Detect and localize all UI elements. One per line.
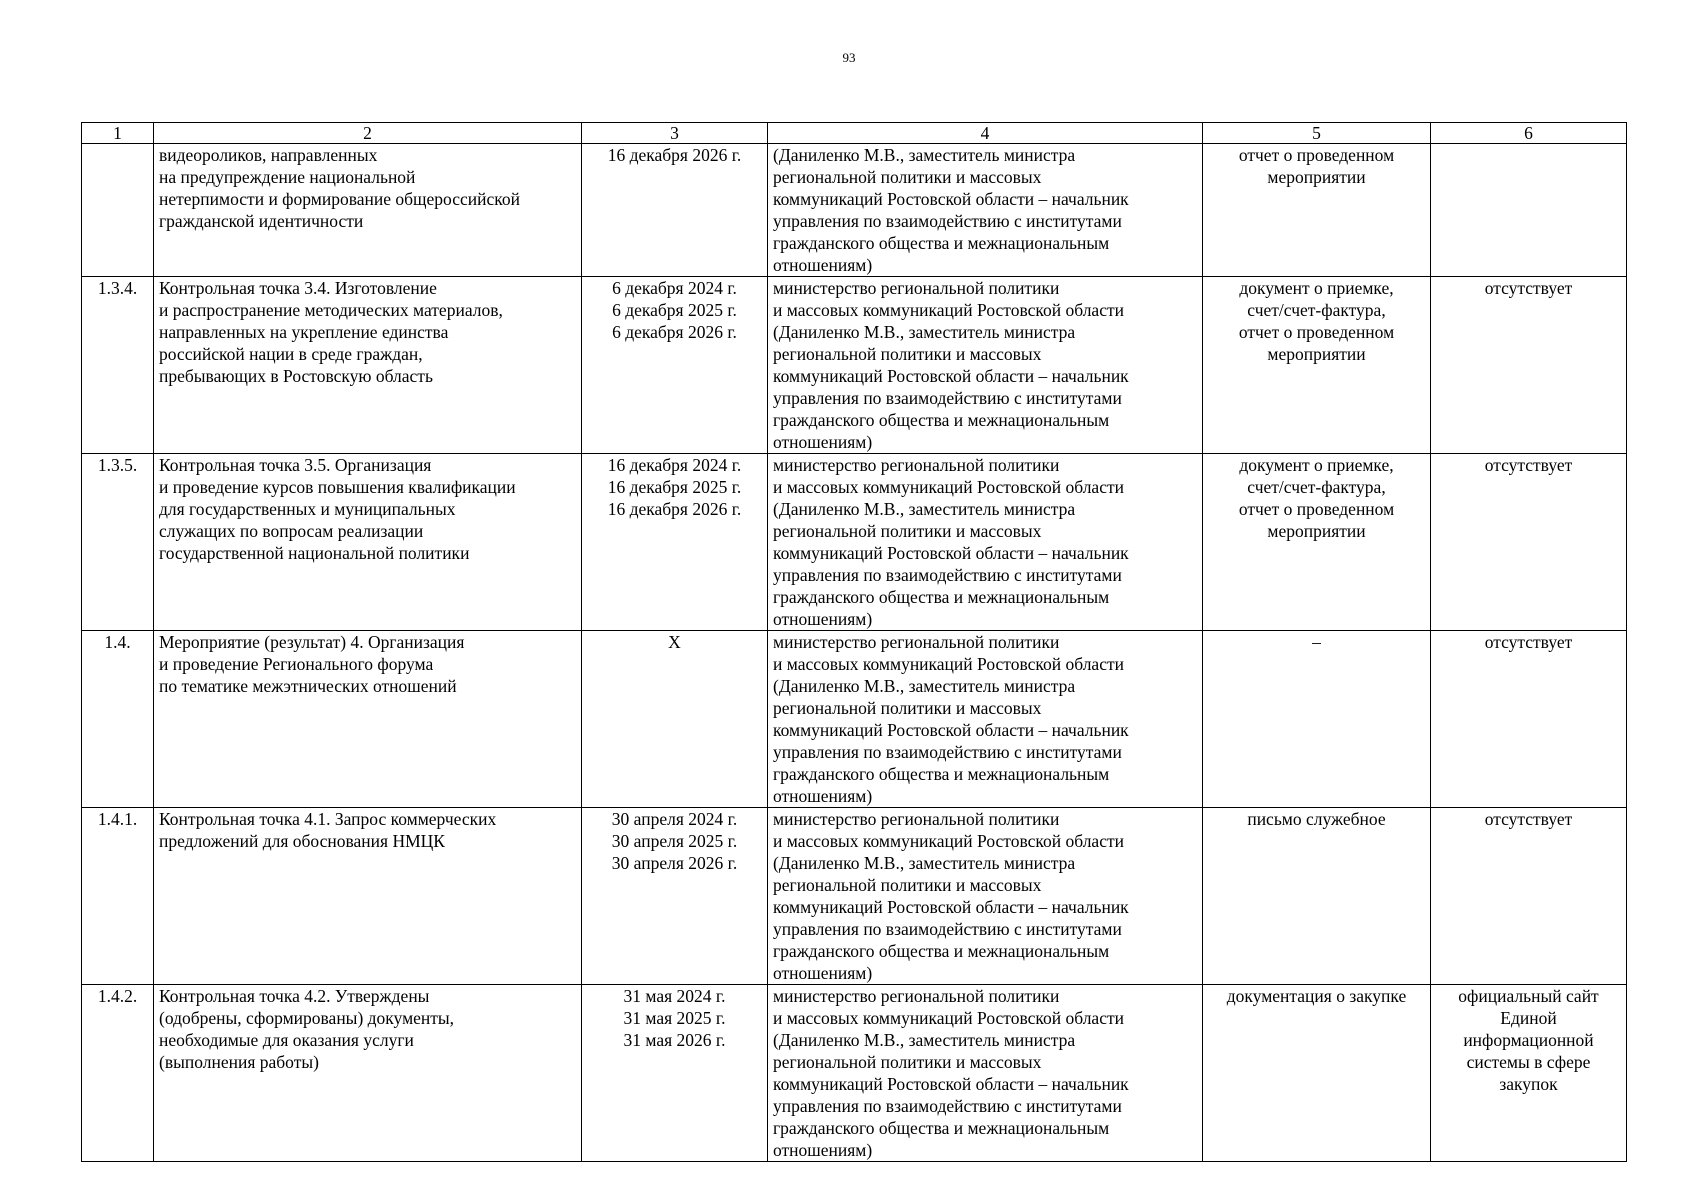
header-cell: 3 [582, 123, 768, 144]
responsible-cell [768, 454, 1203, 631]
text-line: и массовых коммуникаций Ростовской области [773, 1008, 1124, 1028]
text-line: региональной политики и массовых [773, 1052, 1042, 1072]
text-line: гражданского общества и межнациональным [773, 1118, 1110, 1138]
text-line: 31 мая 2026 г. [623, 1030, 726, 1050]
text-line: коммуникаций Ростовской области – начальник [773, 897, 1129, 917]
text-line: региональной политики и массовых [773, 875, 1042, 895]
document-type-cell [1203, 454, 1431, 631]
text-line: счет/счет-фактура, [1247, 477, 1386, 497]
table-row [82, 277, 1627, 454]
event-description [154, 277, 582, 454]
text-line: управления по взаимодействию с институтами [773, 388, 1122, 408]
text-line: региональной политики и массовых [773, 698, 1042, 718]
text-line: управления по взаимодействию с институтами [773, 211, 1122, 231]
info-system-cell [1431, 808, 1627, 985]
text-line: – [1312, 632, 1321, 652]
event-description [154, 144, 582, 277]
text-line: 30 апреля 2026 г. [611, 853, 738, 873]
info-system-cell [1431, 631, 1627, 808]
text-line: региональной политики и массовых [773, 167, 1042, 187]
text-line: отсутствует [1484, 455, 1573, 475]
text-line: гражданского общества и межнациональным [773, 410, 1110, 430]
row-number [82, 144, 154, 277]
responsible-cell [768, 631, 1203, 808]
header-row [82, 123, 1627, 144]
plan-table [81, 122, 1627, 1162]
text-line: по тематике межэтнических отношений [159, 676, 457, 696]
text-line: региональной политики и массовых [773, 344, 1042, 364]
text-line: закупок [1499, 1074, 1558, 1094]
text-line: мероприятии [1267, 167, 1366, 187]
text-line: Контрольная точка 3.5. Организация [159, 455, 432, 475]
info-system-cell [1431, 454, 1627, 631]
document-type-cell [1203, 631, 1431, 808]
text-line: и массовых коммуникаций Ростовской области [773, 300, 1124, 320]
header-cell: 4 [768, 123, 1203, 144]
responsible-cell [768, 808, 1203, 985]
text-line: региональной политики и массовых [773, 521, 1042, 541]
text-line: счет/счет-фактура, [1247, 300, 1386, 320]
text-line: гражданского общества и межнациональным [773, 764, 1110, 784]
deadline-cell [582, 277, 768, 454]
text-line: управления по взаимодействию с институтами [773, 742, 1122, 762]
text-line: управления по взаимодействию с институтами [773, 565, 1122, 585]
document-type-cell [1203, 985, 1431, 1162]
text-line: 6 декабря 2024 г. [612, 278, 737, 298]
responsible-cell [768, 277, 1203, 454]
text-line: отношениям) [773, 609, 873, 629]
text-line: документация о закупке [1226, 986, 1407, 1006]
text-line: 16 декабря 2025 г. [607, 477, 742, 497]
page-number: 93 [842, 50, 856, 65]
text-line: необходимые для оказания услуги [159, 1030, 414, 1050]
text-line: (выполнения работы) [159, 1052, 319, 1072]
text-line: управления по взаимодействию с институтами [773, 1096, 1122, 1116]
table-row [82, 985, 1627, 1162]
info-system-cell [1431, 144, 1627, 277]
text-line: документ о приемке, [1239, 278, 1394, 298]
text-line: отношениям) [773, 432, 873, 452]
text-line: информационной [1463, 1030, 1594, 1050]
text-line: гражданского общества и межнациональным [773, 233, 1110, 253]
row-number: 1.3.5. [82, 454, 154, 631]
text-line: Единой [1500, 1008, 1557, 1028]
text-line: министерство региональной политики [773, 278, 1060, 298]
text-line: служащих по вопросам реализации [159, 521, 424, 541]
document-type-cell [1203, 808, 1431, 985]
text-line: министерство региональной политики [773, 986, 1060, 1006]
info-system-cell [1431, 277, 1627, 454]
document-type-cell [1203, 277, 1431, 454]
text-line: и массовых коммуникаций Ростовской области [773, 654, 1124, 674]
header-cell: 6 [1431, 123, 1627, 144]
text-line: 6 декабря 2026 г. [612, 322, 737, 342]
text-line: и массовых коммуникаций Ростовской области [773, 477, 1124, 497]
text-line: 30 апреля 2024 г. [611, 809, 738, 829]
responsible-cell [768, 985, 1203, 1162]
text-line: отношениям) [773, 1140, 873, 1160]
text-line: отсутствует [1484, 278, 1573, 298]
text-line: отчет о проведенном [1238, 322, 1395, 342]
text-line: отношениям) [773, 255, 873, 275]
event-description [154, 985, 582, 1162]
row-number: 1.4.2. [82, 985, 154, 1162]
text-line: 16 декабря 2026 г. [607, 499, 742, 519]
text-line: министерство региональной политики [773, 632, 1060, 652]
text-line: (Даниленко М.В., заместитель министра [773, 853, 1076, 873]
row-number: 1.4. [82, 631, 154, 808]
text-line: документ о приемке, [1239, 455, 1394, 475]
deadline-cell [582, 985, 768, 1162]
event-description [154, 631, 582, 808]
event-description [154, 808, 582, 985]
text-line: (Даниленко М.В., заместитель министра [773, 676, 1076, 696]
text-line: государственной национальной политики [159, 543, 470, 563]
row-number: 1.4.1. [82, 808, 154, 985]
text-line: системы в сфере [1466, 1052, 1591, 1072]
text-line: нетерпимости и формирование общероссийской [159, 189, 520, 209]
text-line: министерство региональной политики [773, 809, 1060, 829]
text-line: коммуникаций Ростовской области – начальник [773, 1074, 1129, 1094]
text-line: коммуникаций Ростовской области – начальник [773, 366, 1129, 386]
text-line: (Даниленко М.В., заместитель министра [773, 322, 1076, 342]
table-row [82, 454, 1627, 631]
text-line: министерство региональной политики [773, 455, 1060, 475]
text-line: 16 декабря 2026 г. [607, 145, 742, 165]
text-line: Контрольная точка 4.1. Запрос коммерческих [159, 809, 497, 829]
text-line: гражданского общества и межнациональным [773, 587, 1110, 607]
text-line: Мероприятие (результат) 4. Организация [159, 632, 465, 652]
document-type-cell [1203, 144, 1431, 277]
text-line: гражданского общества и межнациональным [773, 941, 1110, 961]
deadline-cell [582, 808, 768, 985]
header-cell: 1 [82, 123, 154, 144]
text-line: направленных на укрепление единства [159, 322, 449, 342]
text-line: 16 декабря 2024 г. [607, 455, 742, 475]
text-line: официальный сайт [1458, 986, 1599, 1006]
text-line: мероприятии [1267, 344, 1366, 364]
deadline-cell [582, 144, 768, 277]
table-row [82, 144, 1627, 277]
text-line: управления по взаимодействию с институтами [773, 919, 1122, 939]
text-line: пребывающих в Ростовскую область [159, 366, 433, 386]
text-line: (Даниленко М.В., заместитель министра [773, 499, 1076, 519]
row-number: 1.3.4. [82, 277, 154, 454]
table-row [82, 631, 1627, 808]
text-line: коммуникаций Ростовской области – начальник [773, 720, 1129, 740]
text-line: отсутствует [1484, 809, 1573, 829]
table-row [82, 808, 1627, 985]
text-line: коммуникаций Ростовской области – начальник [773, 543, 1129, 563]
text-line: отсутствует [1484, 632, 1573, 652]
text-line: 6 декабря 2025 г. [612, 300, 737, 320]
text-line: коммуникаций Ростовской области – начальник [773, 189, 1129, 209]
text-line: отношениям) [773, 786, 873, 806]
text-line: отношениям) [773, 963, 873, 983]
text-line: для государственных и муниципальных [159, 499, 456, 519]
text-line: гражданской идентичности [159, 211, 364, 231]
text-line: и массовых коммуникаций Ростовской области [773, 831, 1124, 851]
deadline-cell [582, 631, 768, 808]
text-line: и проведение курсов повышения квалификации [159, 477, 516, 497]
header-cell: 5 [1203, 123, 1431, 144]
text-line: 31 мая 2025 г. [623, 1008, 726, 1028]
responsible-cell [768, 144, 1203, 277]
text-line: предложений для обоснования НМЦК [159, 831, 445, 851]
text-line: (Даниленко М.В., заместитель министра [773, 1030, 1076, 1050]
header-cell: 2 [154, 123, 582, 144]
text-line: и распространение методических материалов, [159, 300, 503, 320]
text-line: Контрольная точка 4.2. Утверждены [159, 986, 430, 1006]
text-line: российской нации в среде граждан, [159, 344, 423, 364]
event-description [154, 454, 582, 631]
text-line: письмо служебное [1247, 809, 1386, 829]
text-line: Контрольная точка 3.4. Изготовление [159, 278, 437, 298]
text-line: (одобрены, сформированы) документы, [159, 1008, 455, 1028]
text-line: X [668, 632, 681, 652]
text-line: видеороликов, направленных [159, 145, 378, 165]
deadline-cell [582, 454, 768, 631]
text-line: мероприятии [1267, 521, 1366, 541]
text-line: на предупреждение национальной [159, 167, 416, 187]
text-line: 30 апреля 2025 г. [611, 831, 738, 851]
text-line: отчет о проведенном [1238, 145, 1395, 165]
text-line: и проведение Регионального форума [159, 654, 434, 674]
info-system-cell [1431, 985, 1627, 1162]
text-line: 31 мая 2024 г. [623, 986, 726, 1006]
text-line: отчет о проведенном [1238, 499, 1395, 519]
text-line: (Даниленко М.В., заместитель министра [773, 145, 1076, 165]
